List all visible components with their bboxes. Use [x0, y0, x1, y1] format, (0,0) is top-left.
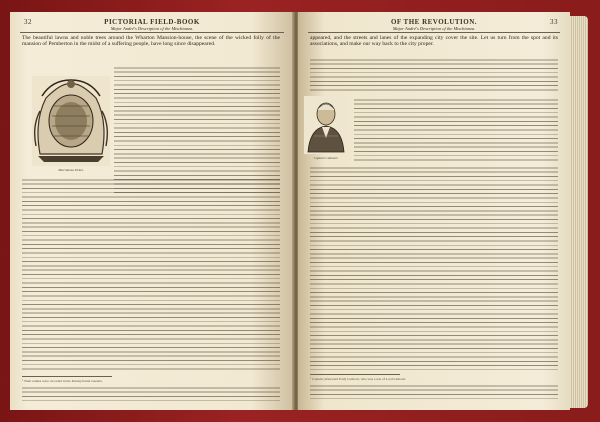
mischianza-ticket-engraving — [32, 76, 110, 166]
left-column-text-beside-image — [114, 64, 280, 194]
right-lead-paragraph: appeared, and the streets and lanes of the expanding city cover the site. Let us turn from the spot and its associations, and make our way back to the city proper. — [310, 35, 558, 48]
right-page-number: 33 — [550, 18, 558, 26]
captain-cathcart-portrait — [304, 96, 348, 154]
left-body-text — [22, 176, 280, 372]
left-subhead: Major André's Description of the Mischianza. — [110, 26, 194, 31]
right-text-beside-portrait — [354, 96, 558, 162]
right-footnote-lines — [310, 382, 558, 402]
right-running-title: OF THE REVOLUTION. — [390, 18, 478, 26]
page-edges — [570, 16, 588, 408]
left-footnote: ¹ Their names were recorded in the Pennsylvania Gazette. — [22, 379, 103, 383]
right-subhead: Major André's Description of the Mischianza. — [392, 26, 476, 31]
right-page — [298, 12, 570, 410]
right-footnote: ¹ Captain (afterward Earl) Cathcart, who was a son of Lord Cathcart. — [310, 377, 407, 381]
left-page-number: 32 — [24, 18, 32, 26]
left-footnote-rule — [22, 376, 112, 377]
left-running-title: PICTORIAL FIELD-BOOK — [104, 18, 200, 26]
right-head-rule — [308, 32, 560, 33]
right-footnote-rule — [310, 374, 400, 375]
left-head-rule — [20, 32, 284, 33]
left-lead-paragraph: The beautiful lawns and noble trees around the Wharton Mansion-house, the scene of the wicked folly of the mansion of Pemberton in the midst of a suffering people, have long since disappeared. — [22, 35, 280, 48]
left-footnote-lines — [22, 384, 280, 402]
portrait-caption: Captain Cathcart. — [313, 156, 339, 160]
right-top-text — [310, 56, 558, 94]
seal-caption: Mischianza Ticket. — [58, 168, 84, 172]
open-book — [10, 12, 588, 410]
right-body-text — [310, 164, 558, 370]
left-page — [10, 12, 294, 410]
